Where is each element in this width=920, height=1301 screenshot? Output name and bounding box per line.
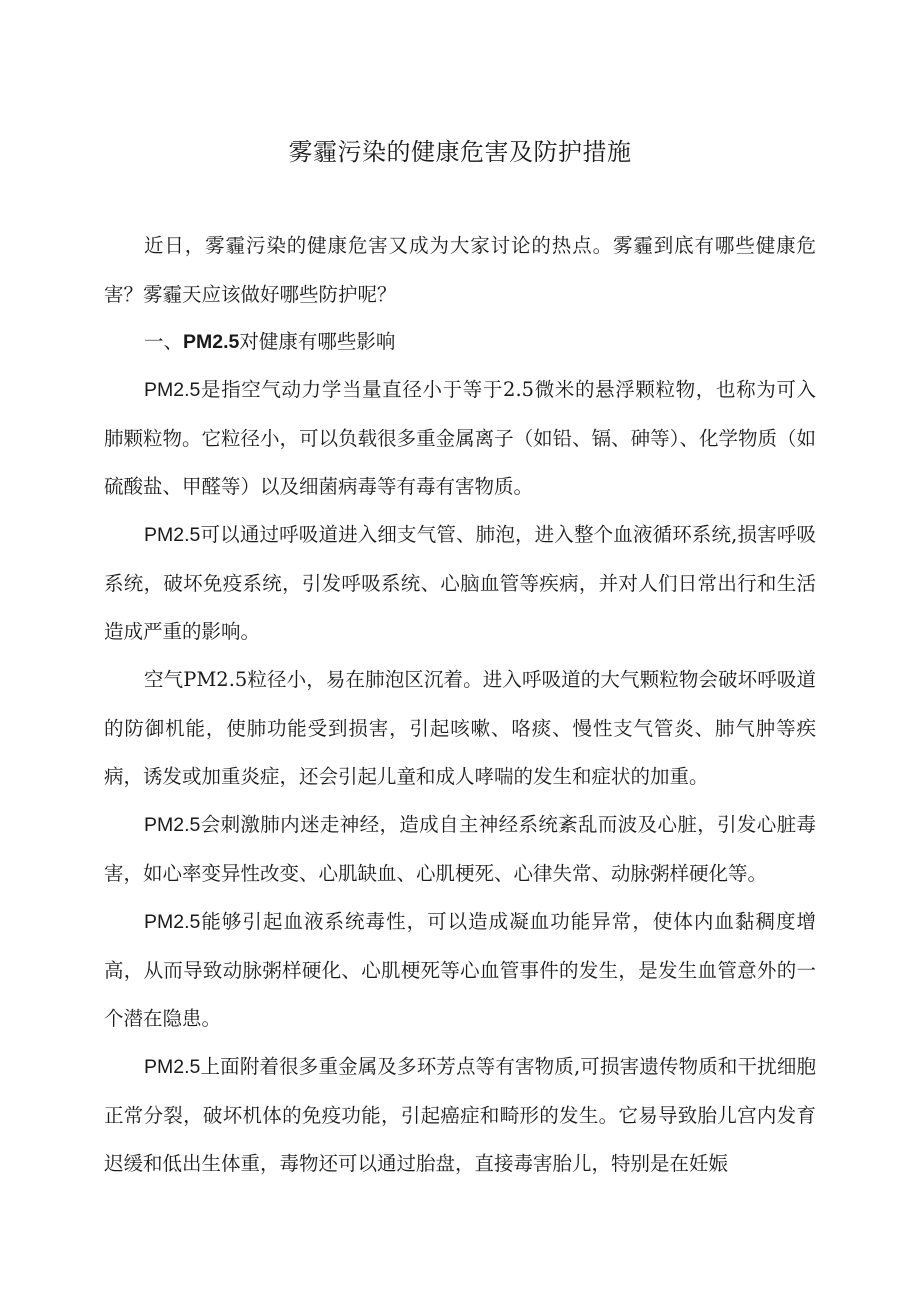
paragraph-lead: PM2.5 [144,524,201,546]
paragraph-lead: PM2.5 [144,379,201,401]
paragraph-lead: 空气PM2.5 [144,668,248,691]
section-heading-bold: PM2.5 [183,331,240,353]
intro-paragraph: 近日，雾霾污染的健康危害又成为大家讨论的热点。雾霾到底有哪些健康危害？雾霾天应该做好哪些防护呢？ [104,234,816,306]
paragraph-lead: PM2.5 [144,814,201,836]
body-paragraph-1 [104,366,816,512]
section-heading-1 [104,318,816,367]
body-paragraph-4 [104,801,816,898]
paragraph-text: 粒径小，易在肺泡区沉着。进入呼吸道的大气颗粒物会破坏呼吸道的防御机能，使肺功能受到损害，引起咳嗽、咯痰、慢性支气管炎、肺气肿等疾病，诱发或加重炎症，还会引起儿童和成人哮喘的发生和症状的加重。 [104,668,816,788]
body-paragraph-5 [104,898,816,1044]
body-paragraph-6 [104,1043,816,1189]
paragraph-lead: PM2.5 [144,1056,201,1078]
paragraph-text: 可以通过呼吸道进入细支气管、肺泡，进入整个血液循环系统,损害呼吸系统，破坏免疫系统，引发呼吸系统、心脑血管等疾病，并对人们日常出行和生活造成严重的影响。 [104,523,816,643]
paragraph-text: 能够引起血液系统毒性，可以造成凝血功能异常，使体内血黏稠度增高，从而导致动脉粥样硬化、心肌梗死等心血管事件的发生，是发生血管意外的一个潜在隐患。 [104,910,816,1030]
body-paragraph-2 [104,511,816,657]
section-heading-suffix: 对健康有哪些影响 [239,330,396,353]
section-heading-prefix: 一、 [144,330,184,353]
paragraph-text: 是指空气动力学当量直径小于等于2.5微米的悬浮颗粒物，也称为可入肺颗粒物。它粒径小，可以负载很多重金属离子（如铅、镉、砷等）、化学物质（如硫酸盐、甲醛等）以及细菌病毒等有毒有害物质。 [104,378,816,498]
paragraph-text: 会刺激肺内迷走神经，造成自主神经系统紊乱而波及心脏，引发心脏毒害，如心率变异性改变、心肌缺血、心肌梗死、心律失常、动脉粥样硬化等。 [104,813,816,885]
document-title: 雾霾污染的健康危害及防护措施 [288,138,632,166]
body-paragraph-3 [104,656,816,802]
paragraph-lead: PM2.5 [144,911,201,933]
paragraph-text: 上面附着很多重金属及多环芳点等有害物质,可损害遗传物质和干扰细胞正常分裂，破坏机体的免疫功能，引起癌症和畸形的发生。它易导致胎儿宫内发育迟缓和低出生体重，毒物还可以通过胎盘，直接毒害胎儿，特别是在妊娠 [104,1055,816,1175]
